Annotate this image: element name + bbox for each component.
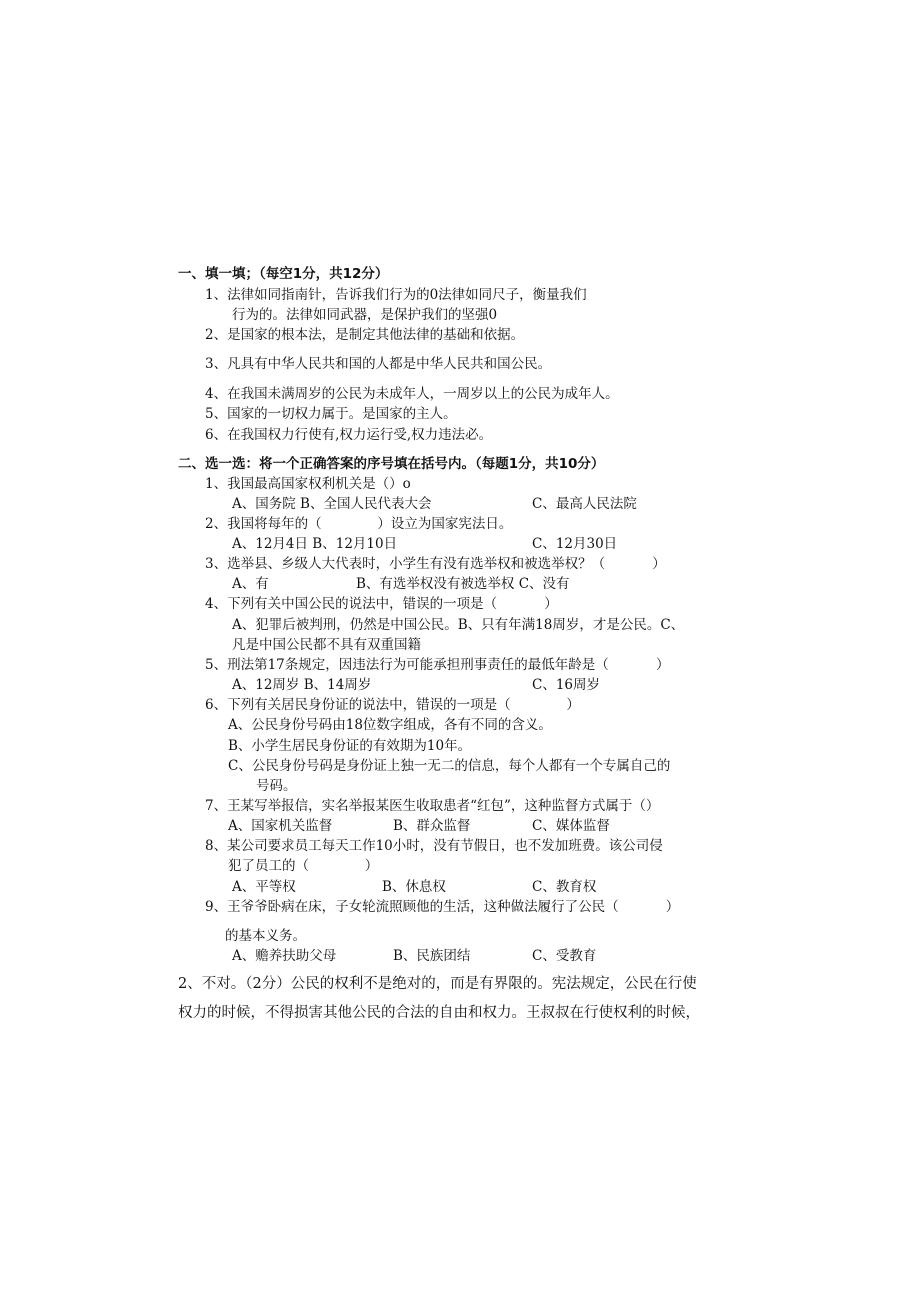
choice-question-3-option-bc: B、有选举权没有被选举权 C、没有 (356, 576, 570, 592)
choice-question-1-stem: 1、我国最高国家权利机关是（）o (205, 476, 411, 492)
choice-question-1-option-ab: A、国务院 B、全国人民代表大会 (232, 496, 432, 512)
choice-question-5-stem: 5、刑法第17条规定，因违法行为可能承担刑事责任的最低年龄是（ ） (205, 657, 670, 673)
choice-question-2-option-ab: A、12月4日 B、12月10日 (232, 536, 398, 552)
fill-question-1-line1: 1、法律如同指南针，告诉我们行为的0法律如同尺子，衡量我们 (205, 287, 587, 303)
choice-question-8-option-b: B、休息权 (382, 879, 446, 895)
choice-question-6-option-b: B、小学生居民身份证的有效期为10年。 (228, 738, 472, 754)
choice-question-1-option-c: C、最高人民法院 (532, 496, 637, 512)
choice-question-7-option-a: A、国家机关监督 (228, 818, 333, 834)
choice-question-4-options-line1: A、犯罪后被判刑，仍然是中国公民。B、只有年满18周岁，才是公民。C、 (232, 617, 685, 633)
section2-title: 二、选一选：将一个正确答案的序号填在括号内。（每题1分，共10分） (178, 456, 605, 472)
choice-question-7-option-b: B、群众监督 (393, 818, 471, 834)
choice-question-5-option-c: C、16周岁 (532, 677, 601, 693)
choice-question-6-option-a: A、公民身份号码由18位数字组成，各有不同的含义。 (228, 717, 552, 733)
choice-question-6-option-c-line1: C、公民身份号码是身份证上独一无二的信息，每个人都有一个专属自己的 (228, 758, 671, 774)
choice-question-7-stem: 7、王某写举报信，实名举报某医生收取患者“红包”，这种监督方式属于（） (205, 798, 660, 814)
choice-question-4-stem: 4、下列有关中国公民的说法中，错误的一项是（ ） (205, 596, 558, 612)
choice-question-2-option-c: C、12月30日 (532, 536, 618, 552)
choice-question-3-option-a: A、有 (232, 576, 269, 592)
choice-question-7-option-c: C、媒体监督 (532, 818, 610, 834)
fill-question-4: 4、在我国未满周岁的公民为未成年人，一周岁以上的公民为成年人。 (205, 386, 619, 402)
choice-question-8-option-c: C、教育权 (532, 879, 597, 895)
fill-question-5: 5、国家的一切权力属于。是国家的主人。 (205, 406, 457, 422)
choice-question-6-option-c-line2: 号码。 (256, 778, 297, 794)
section1-title: 一、填一填；（每空1分，共12分） (178, 266, 389, 282)
choice-question-9-option-c: C、受教育 (532, 948, 597, 964)
fill-question-3: 3、凡具有中华人民共和国的人都是中华人民共和国公民。 (205, 356, 552, 372)
choice-question-4-options-line2: 凡是中国公民都不具有双重国籍 (232, 637, 421, 653)
fill-question-1-line2: 行为的。法律如同武器，是保护我们的坚强0 (232, 307, 498, 323)
choice-question-8-stem-line1: 8、某公司要求员工每天工作10小时，没有节假日，也不发加班费。该公司侵 (205, 838, 663, 854)
choice-question-9-stem-line2: 的基本义务。 (225, 928, 306, 944)
choice-question-8-stem-line2: 犯了员工的（ ） (228, 858, 379, 874)
choice-question-8-option-a: A、平等权 (232, 879, 296, 895)
choice-question-9-option-a: A、赡养扶助父母 (232, 948, 337, 964)
choice-question-3-stem: 3、选举县、乡级人大代表时，小学生有没有选举权和被选举权？（ ） (205, 556, 666, 572)
choice-question-9-option-b: B、民族团结 (393, 948, 471, 964)
fill-question-2: 2、是国家的根本法，是制定其他法律的基础和依据。 (205, 327, 525, 343)
choice-question-9-stem-line1: 9、王爷爷卧病在床，子女轮流照顾他的生活，这种做法履行了公民（ ） (205, 899, 680, 915)
answer-line-1: 2、不对。（2分）公民的权利不是绝对的，而是有界限的。宪法规定，公民在行使 (178, 976, 697, 992)
choice-question-6-stem: 6、下列有关居民身份证的说法中，错误的一项是（ ） (205, 697, 580, 713)
fill-question-6: 6、在我国权力行使有,权力运行受,权力违法必。 (205, 427, 493, 443)
choice-question-5-option-ab: A、12周岁 B、14周岁 (232, 677, 372, 693)
answer-line-2: 权力的时候，不得损害其他公民的合法的自由和权力。王叔叔在行使权利的时候， (178, 1005, 700, 1021)
choice-question-2-stem: 2、我国将每年的（ ）设立为国家宪法日。 (205, 516, 513, 532)
